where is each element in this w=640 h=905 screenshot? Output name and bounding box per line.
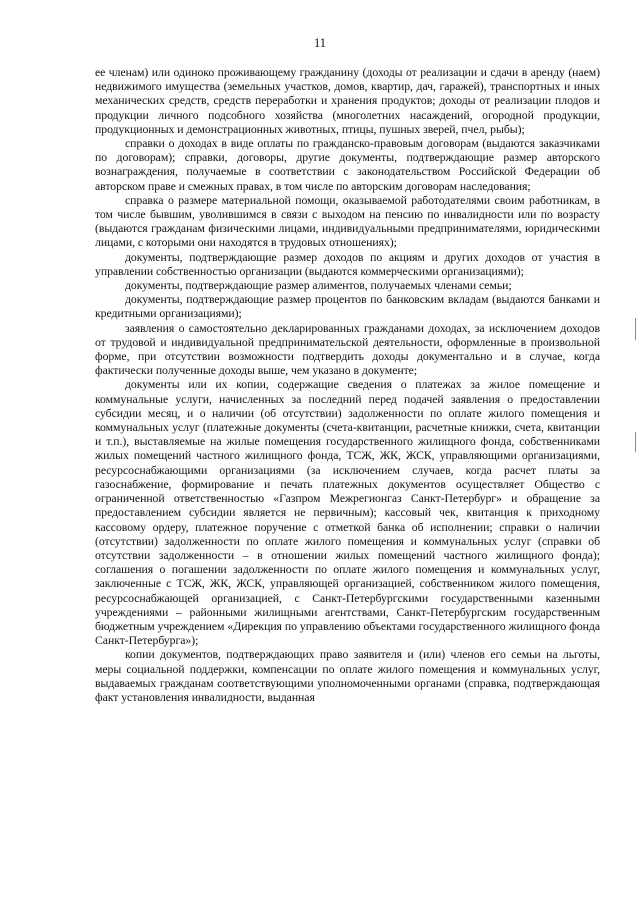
margin-scan-mark [635, 318, 636, 340]
page-number: 11 [313, 36, 327, 50]
document-body [95, 66, 600, 705]
paragraph-continuation: ее членам) или одиноко проживающему гражданину (доходы от реализации и сдачи в аренду (наем) недвижимого имущества (земельных участков, домов, квартир, дач, гаражей), транспортных и иных механических средств, средств переработки и хранения продуктов; доходы от реализации плодов и продукции личного подсобного хозяйства (многолетних насаждений, огородной продукции, продукционных и демонстрационных животных, птицы, пушных зверей, пчел, рыбы); [95, 66, 600, 136]
paragraph-contract-income: справки о доходах в виде оплаты по гражданско-правовым договорам (выдаются заказчиками по договорам); справки, договоры, другие документы, подтверждающие размер авторского вознаграждения, получаемые в соответствии с законодательством Российской Федерации об авторском праве и смежных правах, в том числе по авторским договорам наследования; [95, 137, 600, 193]
paragraph-housing-payments: документы или их копии, содержащие сведения о платежах за жилое помещение и коммунальные услуги, начисленных за последний перед подачей заявления о предоставлении субсидии месяц, и о наличии (об отсутствии) задолженности по оплате жилого помещения и коммунальных услуг (платежные документы (счета-квитанции, расчетные книжки, счета, квитанции и т.п.), выставляемые на жилые помещения государственного жилищного фонда, собственниками жилых помещений частного жилищного фонда, ТСЖ, ЖК, ЖСК, управляющими организациями, ресурсоснабжающими организациями (за исключением случаев, когда расчет платы за газоснабжение, формирование и печать платежных документов осуществляет Общество с ограниченной ответственностью «Газпром Межрегионгаз Санкт-Петербург» и обращение за предоставлением субсидии является не первичным); кассовый чек, квитанция к приходному кассовому ордеру, платежное поручение с отметкой банка об исполнении; справки о наличии (отсутствии) задолженности по оплате жилого помещения и коммунальных услуг (справки об отсутствии задолженности – в отношении жилых помещений частного жилищного фонда); соглашения о погашении задолженности по оплате жилого помещения и коммунальных услуг, заключенные с ТСЖ, ЖК, ЖСК, управляющей организацией, собственником жилого помещения, ресурсоснабжающей организацией, с Санкт-Петербургскими государственными казенными учреждениями – районными жилищными агентствами, Санкт-Петербургским государственным бюджетным учреждением «Дирекция по управлению объектами государственного жилищного фонда Санкт-Петербурга»); [95, 378, 600, 648]
paragraph-benefits-documents: копии документов, подтверждающих право заявителя и (или) членов его семьи на льготы, меры социальной поддержки, компенсации по оплате жилого помещения и коммунальных услуг, выдаваемых гражданам соответствующими уполномоченными органами (справка, подтверждающая факт установления инвалидности, выданная [95, 648, 600, 704]
paragraph-alimony: документы, подтверждающие размер алиментов, получаемых членами семьи; [125, 279, 512, 293]
paragraph-bank-interest: документы, подтверждающие размер процентов по банковским вкладам (выдаются банками и кредитными организациями); [95, 293, 600, 321]
margin-scan-mark [635, 432, 636, 452]
paragraph-shares-income: документы, подтверждающие размер доходов по акциям и других доходов от участия в управлении собственностью организации (выдаются коммерческими организациями); [95, 250, 600, 278]
paragraph-declared-income: заявления о самостоятельно декларированных гражданами доходах, за исключением доходов от трудовой и индивидуальной предпринимательской деятельности, оформленные в произвольной форме, при отсутствии возможности подтвердить доходы документально и в случае, когда фактически полученные доходы выше, чем указано в документе; [95, 321, 600, 378]
paragraph-material-aid: справка о размере материальной помощи, оказываемой работодателями своим работникам, в том числе бывшим, уволившимся в связи с выходом на пенсию по инвалидности или по возрасту (выдаются гражданам физическими лицами, индивидуальными предпринимателями, юридическими лицами, с которыми они находятся в трудовых отношениях); [95, 193, 600, 250]
